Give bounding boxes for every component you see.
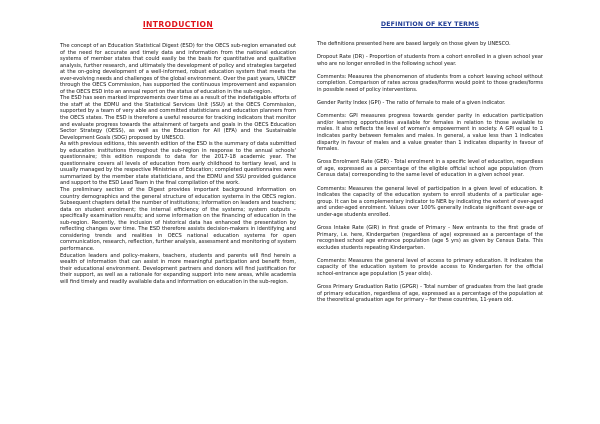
intro-paragraph-2: The ESD has seen marked improvements over time as a result of the indefatigable efforts of the staff at the EDMU and the Statistical Services Unit (SSU) at the OECS Commission, supported by a team of very able and committed statisticians and education planners from the OECS states. The ESD is therefore a useful resource for tracking indicators that monitor and evaluate progress towards the attainment of targets and goals in the OECS Education Sector Strategy (OESS), as well as the Education for All (EFA) and the Sustainable Development Goals (SDG) proposed by UNESCO.: [60, 95, 296, 141]
comment-gross-intake-rate: Comments: Measures the general level of access to primary education. It indicates the capacity of the education system to provide access to Kindergarten for the official school-entrance age population (5 year olds).: [317, 257, 543, 278]
definitions-column: [317, 20, 543, 310]
definitions-intro: The definitions presented here are based largely on those given by UNESCO.: [317, 41, 511, 47]
intro-paragraph-5: Education leaders and policy-makers, teachers, students and parents will find herein a wealth of information that can assist in more meaningful participation and benefit from, their educational environment. Development partners and donors will find justification for their support, as well as a rationale for expanding support into new areas, while academia will find timely and readily available data and information on education in the sub-region.: [60, 252, 296, 285]
definition-gender-parity-index: Gender Parity Index (GPI) - The ratio of female to male of a given indicator.: [317, 100, 506, 107]
definition-gross-primary-graduation-ratio: Gross Primary Graduation Ratio (GPGR) - Total number of graduates from the last grade of primary education, regardless of age, expressed as a percentage of the population at the theoretical graduation age for primary – for these countries, 11-years old.: [317, 284, 543, 304]
definitions-heading: DEFINITION OF KEY TERMS: [380, 21, 480, 28]
definition-dropout-rate: Dropout Rate (DR) - Proportion of students from a cohort enrolled in a given school year who are no longer enrolled in the following school year.: [317, 54, 543, 67]
intro-paragraph-4: The preliminary section of the Digest provides important background information on country demographics and the general structure of education systems in the OECS region. Subsequent chapters detail the number of institutions; information on leaders and teachers; data on student enrolment; the internal efficiency of the systems; system outputs – specifically examination results; and some information on the financing of education in the sub-region. Recently, the inclusion of historical data has enhanced the presentation by reflecting changes over time. The ESD therefore assists decision-makers in identifying and considering trends and realities in OECS national education systems for open communication, research, reflection, further analysis, assessment and monitoring of system performance.: [60, 187, 296, 252]
definition-gross-enrolment-rate: Gross Enrolment Rate (GER) - Total enrolment in a specific level of education, regardless of age, expressed as a percentage of the eligible official school age population (from Census data) corresponding to the same level of education in a given school year.: [317, 159, 543, 179]
introduction-column: [60, 20, 296, 285]
comment-gross-enrolment-rate: Comments: Measures the general level of participation in a given level of education. It indicates the capacity of the education system to enroll students of a particular age-group. It can be a complementary indicator to NER by indicating the extent of over-aged and under-aged enrolment. Values over 100% generally indicate significant over-age or under-age students enrolled.: [317, 185, 543, 218]
comment-dropout-rate: Comments: Measures the phenomenon of students from a cohort leaving school without completion. Comparison of rates across grades/forms would point to those grades/forms in possible need of policy interventions.: [317, 73, 543, 93]
introduction-heading: INTRODUCTION: [142, 20, 214, 29]
intro-paragraph-3: As with previous editions, this seventh edition of the ESD is the summary of data submitted by education institutions throughout the sub-region in response to the annual schools' questionnaire; this edition responds to data for the 2017-18 academic year. The questionnaire covers all levels of education from early childhood to tertiary level, and is usually managed by the respective Ministries of Education; completed questionnaires were summarized by the member state statisticians, and the EDMU and SSU provided guidance and support to the ESD Lead Team in the final compilation of the work.: [60, 141, 296, 187]
definition-gross-intake-rate: Gross Intake Rate (GIR) in first grade of Primary - New entrants to the first grade of Primary, i.e. here, Kindergarten (regardless of age) expressed as a percentage of the recognised school age entrance population (age 5 yrs) as given by Census Data. This excludes students repeating Kindergarten.: [317, 224, 543, 251]
comment-gender-parity-index: Comments: GPI measures progress towards gender parity in education participation and/or learning opportunities available for females in relation to those available to males. It also reflects the level of women's empowerment in society. A GPI equal to 1 indicates parity between females and males. In general, a value less than 1 indicates disparity in favour of males and a value greater than 1 indicates disparity in favour of females.: [317, 113, 543, 153]
intro-paragraph-1: The concept of an Education Statistical Digest (ESD) for the OECS sub-region emanated out of the need for accurate and timely data and information from the national education systems of member states that could easily be the basis for quantitative and qualitative analysis, further research, and ultimately the development of policy and strategies targeted at the on-going development of a well-informed, robust education system that meets the ever-evolving needs and challenges of the global environment. Over the past years, UNICEF through the OECS Commission, has supported the continuous improvement and expansion of the OECS ESD into an annual report on the status of education in the sub-region.: [60, 43, 296, 95]
